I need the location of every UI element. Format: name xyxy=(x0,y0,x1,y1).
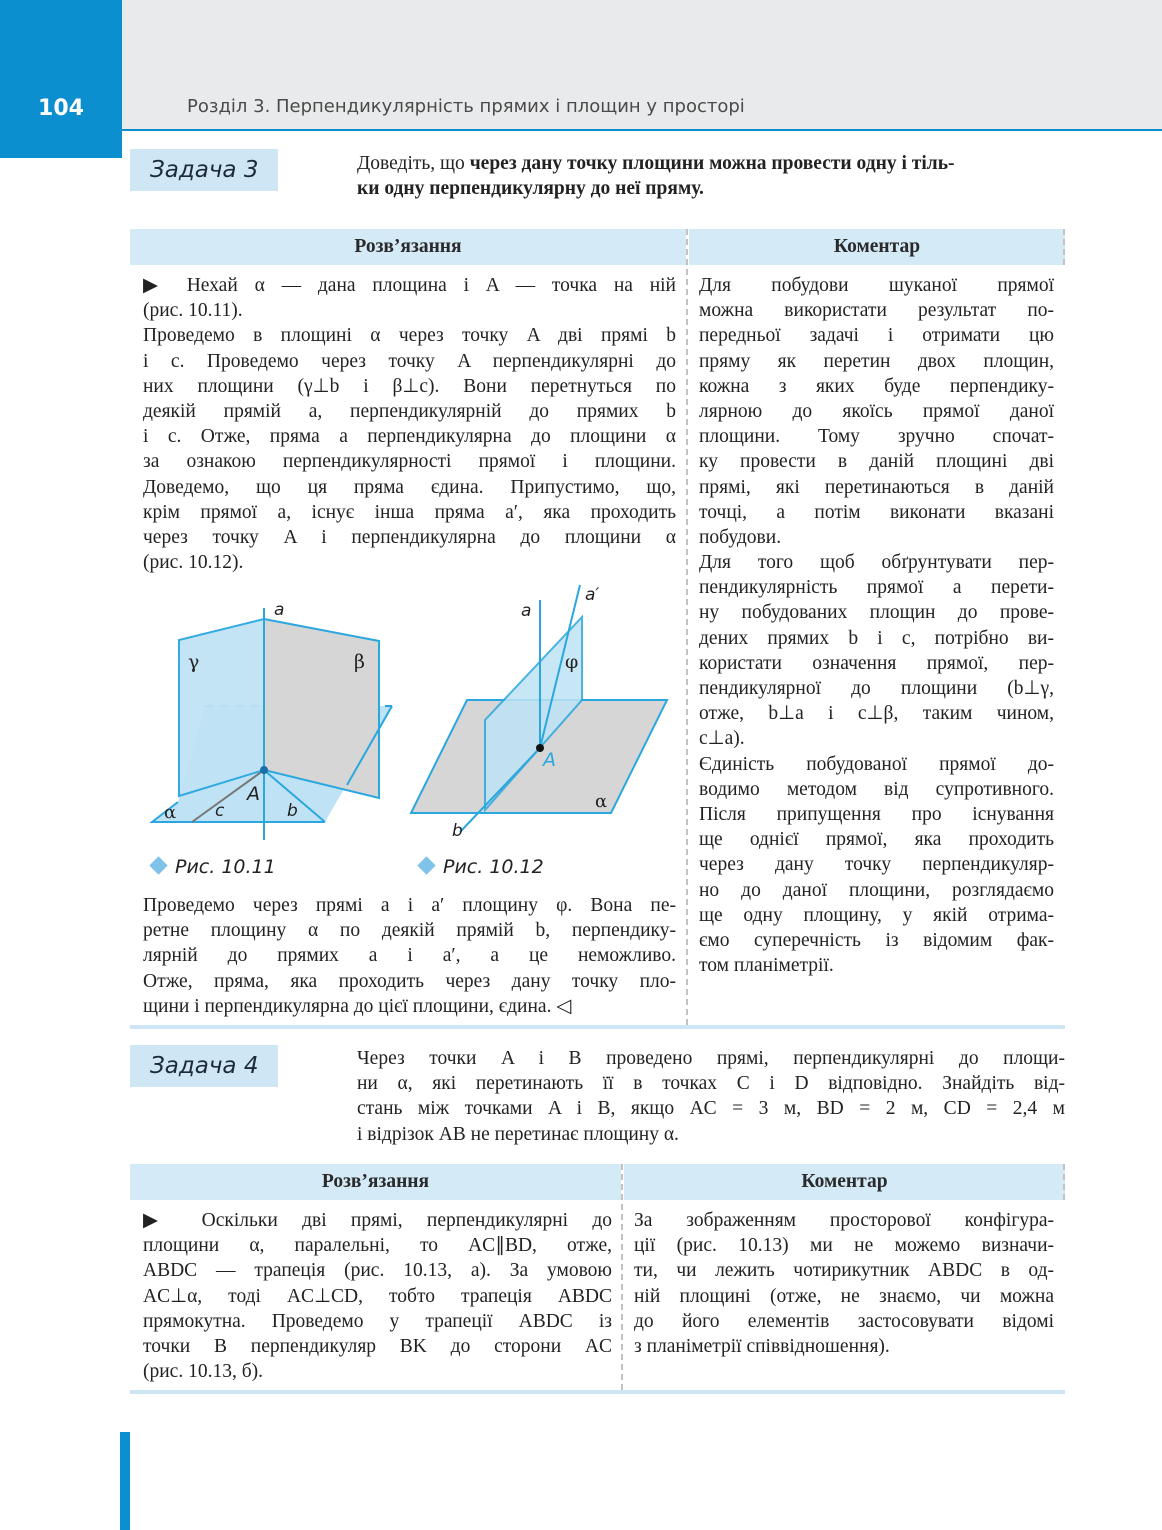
text-line: лярною до якоїсь прямої даної xyxy=(699,400,1054,422)
task-4-solution-text xyxy=(143,1208,612,1384)
text-line: но до даної площини, розглядаємо xyxy=(699,879,1054,901)
task-4-column-divider xyxy=(621,1164,623,1390)
task-3-bottom-rule xyxy=(130,1025,1065,1029)
task-3-statement-bold-2: ки одну перпендикулярну до неї пряму. xyxy=(357,178,704,199)
page-number: 104 xyxy=(38,96,84,121)
header-divider xyxy=(122,129,1162,131)
text-line: Проведемо через прямі a і a′ площину φ. Вона пе- xyxy=(143,895,676,916)
text-line: AC⊥α, тоді AC⊥CD, тобто трапеція ABDC xyxy=(143,1285,612,1307)
task-4-right-edge xyxy=(1063,1164,1065,1200)
fig1-label-c: c xyxy=(215,801,225,821)
text-line: ▶ Нехай α — дана площина і A — точка на ній xyxy=(143,275,676,296)
text-line: крім прямої a, існує інша пряма a′, яка проходить xyxy=(143,501,676,523)
text-line: ній площині (отже, не знаємо, чи можна xyxy=(634,1285,1054,1307)
fig2-label-b: b xyxy=(452,821,463,841)
fig1-plane-gamma xyxy=(179,619,264,796)
text-line: і відрізок AB не перетинає площину α. xyxy=(357,1123,679,1145)
text-line: (рис. 10.13, б). xyxy=(143,1361,263,1383)
figure-10-11-caption-text: Рис. 10.11 xyxy=(175,856,276,878)
text-line: пендикулярної до площини (b⊥γ, xyxy=(699,678,1054,699)
task-3-comment-header: Коментар xyxy=(689,229,1065,265)
text-line: ▶ Оскільки дві прямі, перпендикулярні до xyxy=(143,1210,612,1231)
text-line: ти, чи лежить чотирикутник ABDC в од- xyxy=(634,1260,1054,1282)
text-line: них площини (γ⊥b і β⊥c). Вони перетнуться по xyxy=(143,375,676,397)
text-line: пряму як перетин двох площин, xyxy=(699,350,1054,372)
figure-10-12-caption-text: Рис. 10.12 xyxy=(443,856,544,878)
text-line: кожна з яких буде перпендику- xyxy=(699,375,1054,397)
text-line: водимо методом від супротивного. xyxy=(699,778,1054,800)
text-line: ще одну площину, у якій отрима- xyxy=(699,904,1054,926)
diamond-icon xyxy=(149,856,167,874)
margin-bar xyxy=(120,1432,130,1530)
task-3-solution-continuation xyxy=(143,893,676,1019)
text-line: (рис. 10.12). xyxy=(143,552,244,574)
text-line: Єдиність побудованої прямої до- xyxy=(699,753,1054,775)
text-line: площини. Тому зручно спочат- xyxy=(699,426,1054,448)
task-4-comment-header: Коментар xyxy=(624,1164,1065,1200)
fig1-label-a: a xyxy=(274,600,285,620)
text-line: можна використати результат по- xyxy=(699,300,1054,322)
task-4-bottom-rule xyxy=(130,1390,1065,1394)
text-line: ни α, які перетинають її в точках C і D відповідно. Знайдіть від- xyxy=(357,1073,1065,1095)
text-line: з планіметрії співвідношення). xyxy=(634,1335,890,1357)
text-line: (рис. 10.11). xyxy=(143,300,243,322)
text-line: площини α, паралельні, то AC∥BD, отже, xyxy=(143,1235,612,1257)
text-line: ції (рис. 10.13) ми не можемо визначи- xyxy=(634,1235,1054,1257)
task-4-comment-text xyxy=(634,1208,1054,1359)
fig1-point-a xyxy=(260,766,268,774)
fig1-label-gamma: γ xyxy=(188,651,200,673)
task-4-statement xyxy=(357,1046,1065,1147)
text-line: точки B перпендикуляр BK до сторони AC xyxy=(143,1335,612,1357)
text-line: отже, b⊥a і c⊥β, таким чином, xyxy=(699,703,1054,725)
task-3-solution-text xyxy=(143,273,676,575)
text-line: том планіметрії. xyxy=(699,955,834,977)
fig1-plane-beta xyxy=(264,619,379,798)
fig2-label-a: a xyxy=(521,601,532,621)
text-line: через дану точку перпендикуляр- xyxy=(699,854,1054,876)
text-line: Проведемо в площині α через точку A дві прямі b xyxy=(143,325,676,347)
text-line: дених прямих b і c, потрібно ви- xyxy=(699,627,1054,649)
text-line: деякій прямій a, перпендикулярній до прямих b xyxy=(143,400,676,422)
text-line: передньої задачі і отримати цю xyxy=(699,325,1054,347)
text-line: ABDC — трапеція (рис. 10.13, а). За умовою xyxy=(143,1260,612,1282)
task-3-label: Задача 3 xyxy=(130,149,278,191)
text-line: пендикулярність прямої a перети- xyxy=(699,577,1054,599)
task-3-column-divider xyxy=(686,229,688,1025)
text-line: ще однієї прямої, яка проходить xyxy=(699,829,1054,851)
text-line: побудови. xyxy=(699,526,782,548)
text-line: лярній до прямих a і a′, а це неможливо. xyxy=(143,945,676,967)
task-3-statement-bold-1: через дану точку площини можна провести одну і тіль- xyxy=(469,153,955,174)
figure-10-11 xyxy=(140,590,410,850)
text-line: Через точки A і B проведено прямі, перпендикулярні до площи- xyxy=(357,1048,1065,1069)
task-3-statement: Доведіть, що через дану точку площини можна провести одну і тіль- ки одну перпендикулярну до неї пряму. xyxy=(357,153,955,199)
task-4-solution-header: Розв’язання xyxy=(130,1164,621,1200)
text-line: прямокутна. Проведемо у трапеції ABDC із xyxy=(143,1310,612,1332)
text-line: За зображенням просторової конфігура- xyxy=(634,1210,1054,1231)
text-line: стань між точками A і B, якщо AC = 3 м, BD = 2 м, CD = 2,4 м xyxy=(357,1098,1065,1120)
text-line: ку провести в даній площині дві xyxy=(699,451,1054,473)
diamond-icon xyxy=(417,856,435,874)
fig2-label-point-a: A xyxy=(543,749,556,771)
figure-10-12 xyxy=(405,580,675,850)
fig1-label-b: b xyxy=(287,801,298,821)
text-line: до його елементів застосовувати відомі xyxy=(634,1310,1054,1332)
text-line: і c. Отже, пряма a перпендикулярна до площини α xyxy=(143,426,676,448)
text-line: через точку A і перпендикулярна до площини α xyxy=(143,526,676,548)
text-line: Для того щоб обґрунтувати пер- xyxy=(699,552,1054,574)
text-line: прямі, які перетинаються в даній xyxy=(699,476,1054,498)
figure-10-12-caption xyxy=(420,856,544,878)
text-line: Для побудови шуканої прямої xyxy=(699,275,1054,296)
fig1-label-point-a: A xyxy=(247,783,260,805)
text-line: ретне площину α по деякій прямій b, перпендику- xyxy=(143,920,676,942)
text-line: і c. Проведемо через точку A перпендикулярні до xyxy=(143,350,676,372)
text-line: Доведемо, що ця пряма єдина. Припустимо, що, xyxy=(143,476,676,498)
fig2-label-a-prime: a′ xyxy=(585,585,600,605)
fig1-label-beta: β xyxy=(354,651,365,673)
fig2-label-phi: φ xyxy=(565,651,579,673)
task-3-comment-text xyxy=(699,273,1054,978)
text-line: Отже, пряма, яка проходить через дану точку пло- xyxy=(143,970,676,992)
task-4-label: Задача 4 xyxy=(130,1045,278,1087)
task-3-solution-header: Розв’язання xyxy=(130,229,686,265)
figure-10-11-caption xyxy=(152,856,276,878)
text-line: Після припущення про існування xyxy=(699,803,1054,825)
text-line: щини і перпендикулярна до цієї площини, єдина. ◁ xyxy=(143,995,572,1017)
task-3-right-edge xyxy=(1063,229,1065,265)
fig2-label-alpha: α xyxy=(595,791,608,812)
fig1-label-alpha: α xyxy=(164,802,177,823)
text-line: за ознакою перпендикулярності прямої і площини. xyxy=(143,451,676,473)
text-line: c⊥a). xyxy=(699,728,745,750)
text-line: користати означення прямої, пер- xyxy=(699,652,1054,674)
text-line: точці, а потім виконати вказані xyxy=(699,501,1054,523)
text-line: ну побудованих площин до прове- xyxy=(699,602,1054,624)
chapter-title: Розділ 3. Перпендикулярність прямих і площин у просторі xyxy=(187,96,745,117)
text-line: ємо суперечність із відомим фак- xyxy=(699,929,1054,951)
page-number-tab xyxy=(0,0,122,158)
